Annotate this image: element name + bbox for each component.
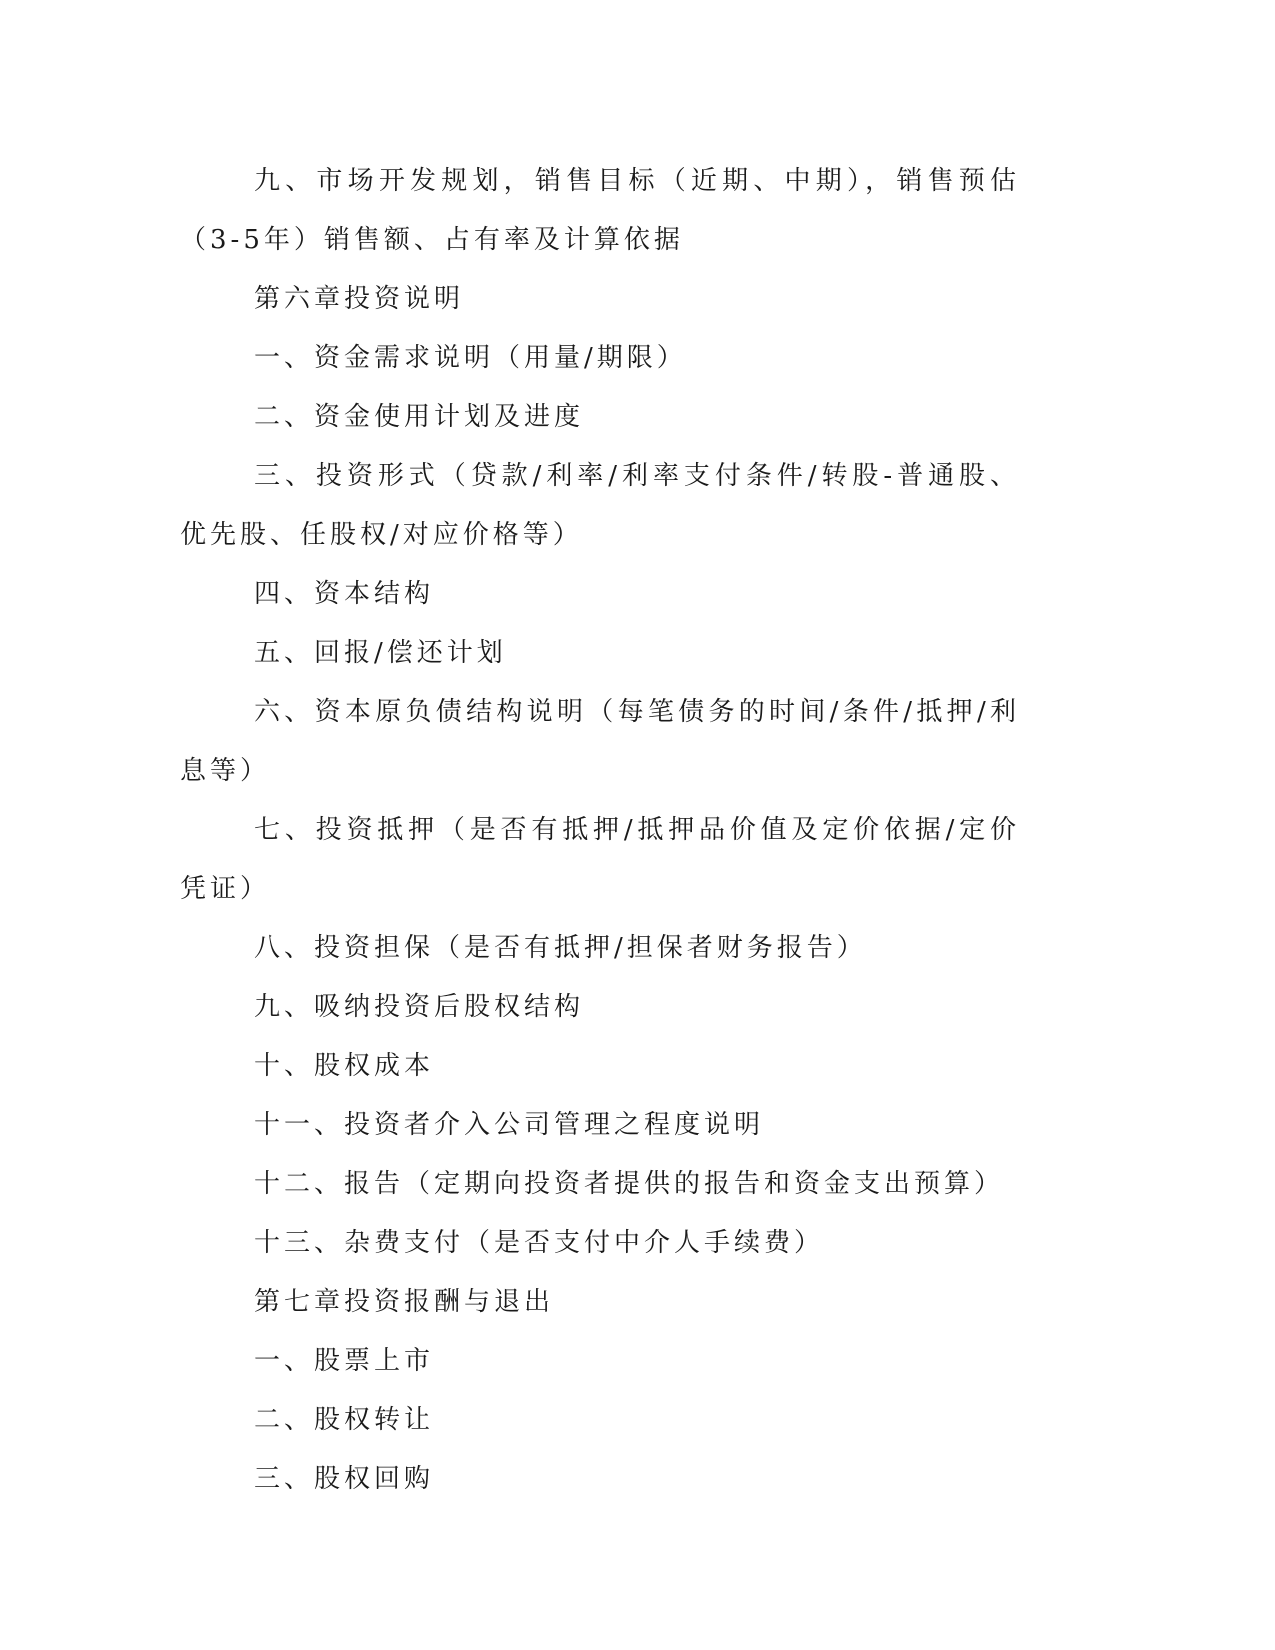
paragraph-ipo: 一、股票上市 — [254, 1346, 435, 1376]
paragraph-fees: 十三、杂费支付（是否支付中介人手续费） — [254, 1228, 825, 1258]
paragraph-investor-involvement: 十一、投资者介入公司管理之程度说明 — [254, 1110, 765, 1140]
paragraph-capital-structure: 四、资本结构 — [254, 579, 435, 609]
paragraph-equity-buyback: 三、股权回购 — [254, 1464, 435, 1494]
paragraph-repayment-plan: 五、回报/偿还计划 — [254, 638, 507, 668]
paragraph-equity-transfer: 二、股权转让 — [254, 1405, 435, 1435]
paragraph-reporting: 十二、报告（定期向投资者提供的报告和资金支出预算） — [254, 1169, 1005, 1199]
paragraph-funding-plan: 二、资金使用计划及进度 — [254, 402, 585, 432]
paragraph-collateral: 七、投资抵押（是否有抵押/抵押品价值及定价依据/定价凭证） — [180, 815, 1020, 904]
chapter-heading-investment: 第六章投资说明 — [254, 284, 465, 314]
document-body — [180, 152, 1020, 1509]
paragraph-market-plan: 九、市场开发规划，销售目标（近期、中期），销售预估（3-5年）销售额、占有率及计算依据 — [180, 166, 1020, 255]
paragraph-funding-needs: 一、资金需求说明（用量/期限） — [254, 343, 687, 373]
chapter-heading-return-exit: 第七章投资报酬与退出 — [254, 1287, 555, 1317]
paragraph-investment-form: 三、投资形式（贷款/利率/利率支付条件/转股-普通股、优先股、任股权/对应价格等） — [180, 461, 1020, 550]
paragraph-guarantee: 八、投资担保（是否有抵押/担保者财务报告） — [254, 933, 867, 963]
paragraph-equity-structure: 九、吸纳投资后股权结构 — [254, 992, 585, 1022]
paragraph-liability-structure: 六、资本原负债结构说明（每笔债务的时间/条件/抵押/利息等） — [180, 697, 1020, 786]
paragraph-equity-cost: 十、股权成本 — [254, 1051, 435, 1081]
